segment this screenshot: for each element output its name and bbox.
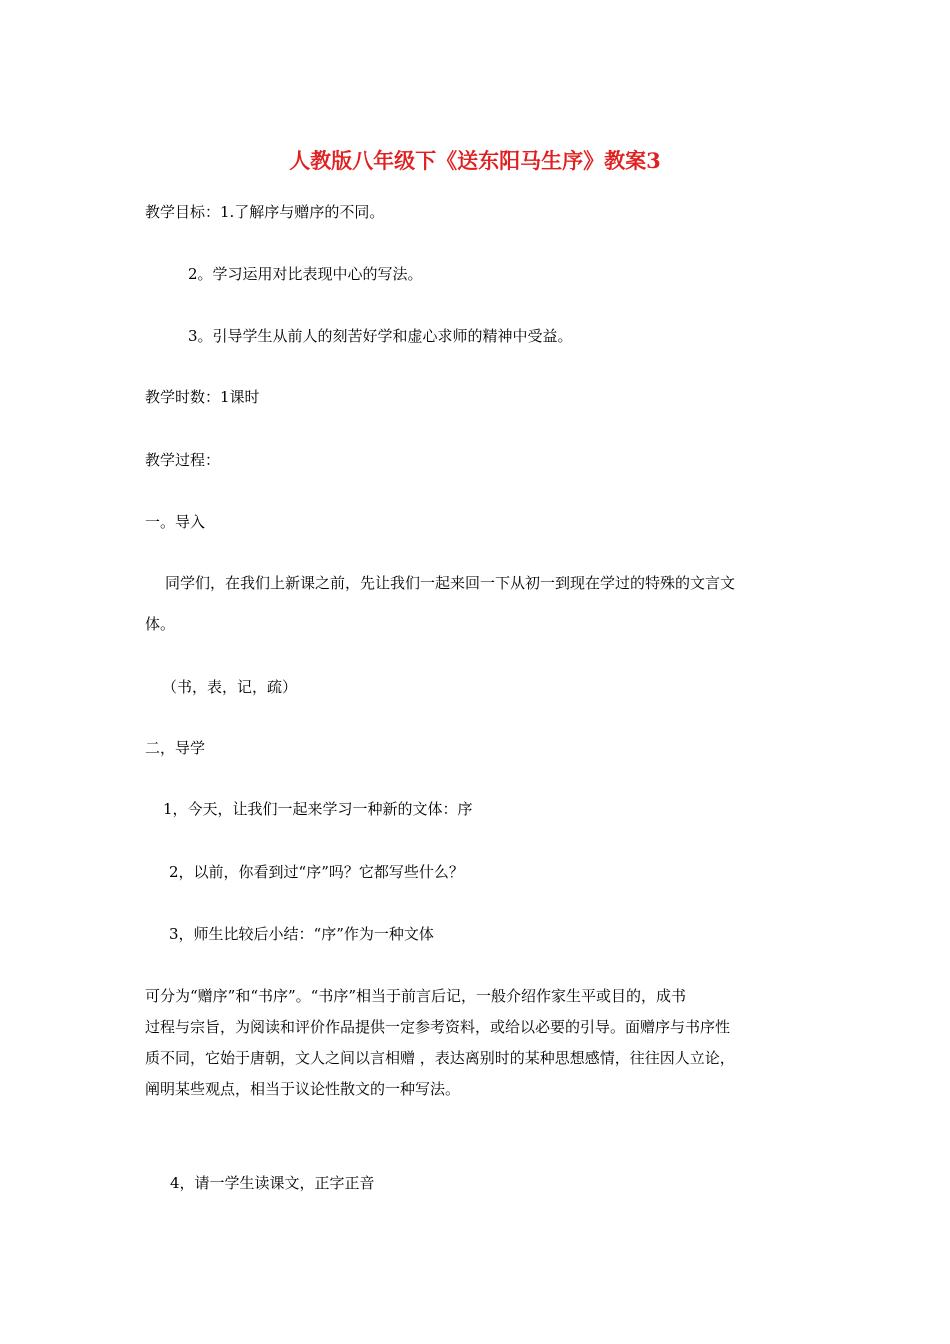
intro-paragraph-line-1: 同学们，在我们上新课之前，先让我们一起来回一下从初一到现在学过的特殊的文言文 [165,574,736,592]
genre-list: （书，表，记，疏） [162,678,298,696]
intro-paragraph-line-2: 体。 [145,615,176,633]
summary-line-4: 阐明某些观点，相当于议论性散文的一种写法。 [145,1080,461,1098]
guide-step-3: 3，师生比较后小结：“序”作为一种文体 [169,925,434,943]
summary-line-3: 质不同，它始于唐朝，文人之间以言相赠 ，表达离别时的某种思想感情，往往因人立论， [145,1049,735,1067]
objective-3: 3。引导学生从前人的刻苦好学和虚心求师的精神中受益。 [188,327,573,345]
summary-line-2: 过程与宗旨，为阅读和评价作品提供一定参考资料，或给以必要的引导。面赠序与书序性 [145,1018,731,1036]
summary-line-1: 可分为“赠序”和“书序”。“书序”相当于前言后记，一般介绍作家生平或目的，成书 [145,987,687,1005]
guide-step-1: 1，今天，让我们一起来学习一种新的文体：序 [163,800,473,818]
guide-step-2: 2，以前，你看到过“序”吗？它都写些什么？ [169,863,464,881]
objective-1: 教学目标：1.了解序与赠序的不同。 [145,203,385,221]
summary-paragraph [145,981,810,1105]
teaching-hours: 教学时数：1课时 [145,388,260,406]
teaching-process-heading: 教学过程： [145,451,221,469]
document-title: 人教版八年级下《送东阳马生序》教案3 [289,148,661,173]
objective-2: 2。学习运用对比表现中心的写法。 [188,265,423,283]
section-heading-intro: 一。导入 [145,513,206,531]
section-heading-guide: 二，导学 [145,739,206,757]
guide-step-4: 4，请一学生读课文，正字正音 [170,1174,375,1192]
